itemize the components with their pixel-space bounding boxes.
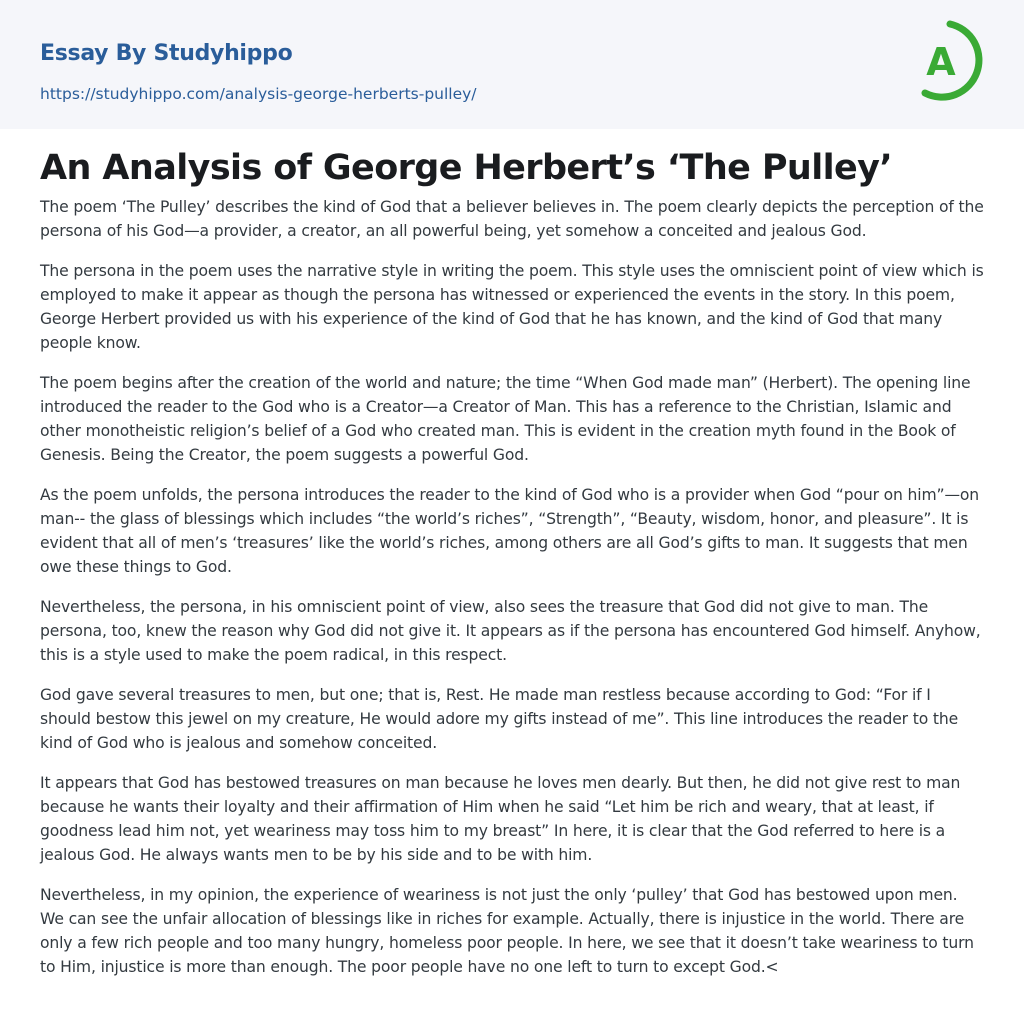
paragraph: The persona in the poem uses the narrative style in writing the poem. This style uses the omniscient point of view which is employed to make it appear as though the persona has witnessed or experienced the events in the story. In this poem, George Herbert provided us with his experience of the kind of God that he has known, and the kind of God that many people know. <box>40 262 984 352</box>
paragraph: The poem begins after the creation of the world and nature; the time “When God made man” (Herbert). The opening line introduced the reader to the God who is a Creator—a Creator of Man. This has a reference to the Christian, Islamic and other monotheistic religion’s belief of a God who created man. This is evident in the creation myth found in the Book of Genesis. Being the Creator, the poem suggests a powerful God. <box>40 374 971 464</box>
paragraph: Nevertheless, the persona, in his omniscient point of view, also sees the treasure that God did not give to man. The persona, too, knew the reason why God did not give it. It appears as if the persona has encountered God himself. Anyhow, this is a style used to make the poem radical, in this respect. <box>40 598 981 664</box>
paragraph: As the poem unfolds, the persona introduces the reader to the kind of God who is a provider when God “pour on him”—on man-- the glass of blessings which includes “the world’s riches”, “Strength”, “Beauty, wisdom, honor, and pleasure”. It is evident that all of men’s ‘treasures’ like the world’s riches, among others are all God’s gifts to man. It suggests that men owe these things to God. <box>40 486 980 576</box>
logo-letter: A <box>926 40 956 84</box>
site-brand[interactable]: Essay By Studyhippo <box>40 41 293 66</box>
article-title: An Analysis of George Herbert’s ‘The Pulley’ <box>40 148 893 188</box>
paragraph: Nevertheless, in my opinion, the experience of weariness is not just the only ‘pulley’ that God has bestowed upon men. We can see the unfair allocation of blessings like in riches for example. Actually, there is injustice in the world. There are only a few rich people and too many hungry, homeless poor people. In here, we see that it doesn’t take weariness to turn to Him, injustice is more than enough. The poor people have no one left to turn to except God.< <box>40 886 974 976</box>
paragraph: The poem ‘The Pulley’ describes the kind of God that a believer believes in. The poem clearly depicts the perception of the persona of his God—a provider, a creator, an all powerful being, yet somehow a conceited and jealous God. <box>40 198 984 240</box>
article-body <box>40 195 984 979</box>
paragraph: It appears that God has bestowed treasures on man because he loves men dearly. But then, he did not give rest to man because he wants their loyalty and their affirmation of Him when he said “Let him be rich and weary, that at least, if goodness lead him not, yet weariness may toss him to my breast” In here, it is clear that the God referred to here is a jealous God. He always wants men to be by his side and to be with him. <box>40 774 961 864</box>
essay-url-link[interactable]: https://studyhippo.com/analysis-george-herberts-pulley/ <box>40 85 477 103</box>
paragraph: God gave several treasures to men, but one; that is, Rest. He made man restless because according to God: “For if I should bestow this jewel on my creature, He would adore my gifts instead of me”. This line introduces the reader to the kind of God who is jealous and somehow conceited. <box>40 686 959 752</box>
